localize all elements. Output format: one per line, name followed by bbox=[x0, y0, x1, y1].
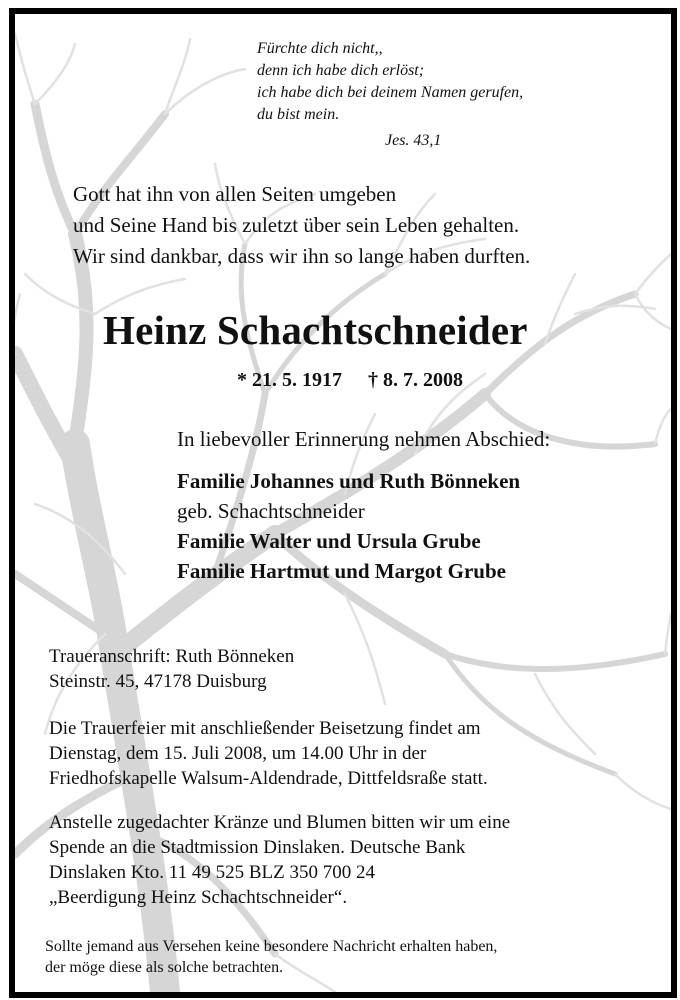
verse-line: denn ich habe dich erlöst; bbox=[257, 62, 425, 79]
address-line: Steinstr. 45, 47178 Duisburg bbox=[49, 671, 267, 692]
mourner-family: Familie Johannes und Ruth Bönneken bbox=[177, 469, 521, 493]
intro-line: Wir sind dankbar, dass wir ihn so lange haben durften. bbox=[73, 244, 531, 268]
life-dates bbox=[237, 369, 463, 392]
bible-verse bbox=[257, 38, 523, 126]
obituary-card bbox=[9, 8, 677, 998]
donation-notice bbox=[49, 810, 510, 910]
birth-date: * 21. 5. 1917 bbox=[237, 369, 342, 391]
farewell-heading: In liebevoller Erinnerung nehmen Abschied: bbox=[177, 427, 551, 451]
verse-line: du bist mein. bbox=[257, 106, 340, 123]
deceased-name: Heinz Schachtschneider bbox=[103, 307, 528, 353]
address-line: Traueranschrift: Ruth Bönneken bbox=[49, 646, 295, 667]
death-date: † 8. 7. 2008 bbox=[368, 369, 463, 391]
ceremony-line: Die Trauerfeier mit anschließender Beisetzung findet am bbox=[49, 718, 481, 739]
donation-line: „Beerdigung Heinz Schachtschneider“. bbox=[49, 887, 348, 908]
donation-line: Dinslaken Kto. 11 49 525 BLZ 350 700 24 bbox=[49, 862, 375, 883]
mourner-family: Familie Hartmut und Margot Grube bbox=[177, 559, 506, 583]
ceremony-line: Friedhofskapelle Walsum-Aldendrade, Dittfeldsraße statt. bbox=[49, 768, 488, 789]
ceremony-line: Dienstag, dem 15. Juli 2008, um 14.00 Uhr in der bbox=[49, 743, 427, 764]
footer-line: Sollte jemand aus Versehen keine besondere Nachricht erhalten haben, bbox=[45, 938, 498, 955]
intro-line: und Seine Hand bis zuletzt über sein Leben gehalten. bbox=[73, 213, 520, 237]
mourner-family: Familie Walter und Ursula Grube bbox=[177, 529, 481, 553]
donation-line: Anstelle zugedachter Kränze und Blumen bitten wir um eine bbox=[49, 812, 511, 833]
footer-line: der möge diese als solche betrachten. bbox=[45, 959, 284, 976]
verse-line: ich habe dich bei deinem Namen gerufen, bbox=[257, 84, 524, 101]
verse-reference: Jes. 43,1 bbox=[385, 132, 442, 149]
verse-line: Fürchte dich nicht,, bbox=[257, 40, 383, 57]
maiden-name-note: geb. Schachtschneider bbox=[177, 499, 365, 523]
ceremony-notice bbox=[49, 716, 488, 791]
intro-line: Gott hat ihn von allen Seiten umgeben bbox=[73, 182, 397, 206]
intro-text bbox=[73, 179, 530, 272]
mourning-address bbox=[49, 644, 294, 694]
donation-line: Spende an die Stadtmission Dinslaken. Deutsche Bank bbox=[49, 837, 466, 858]
footer-notice bbox=[45, 936, 497, 978]
